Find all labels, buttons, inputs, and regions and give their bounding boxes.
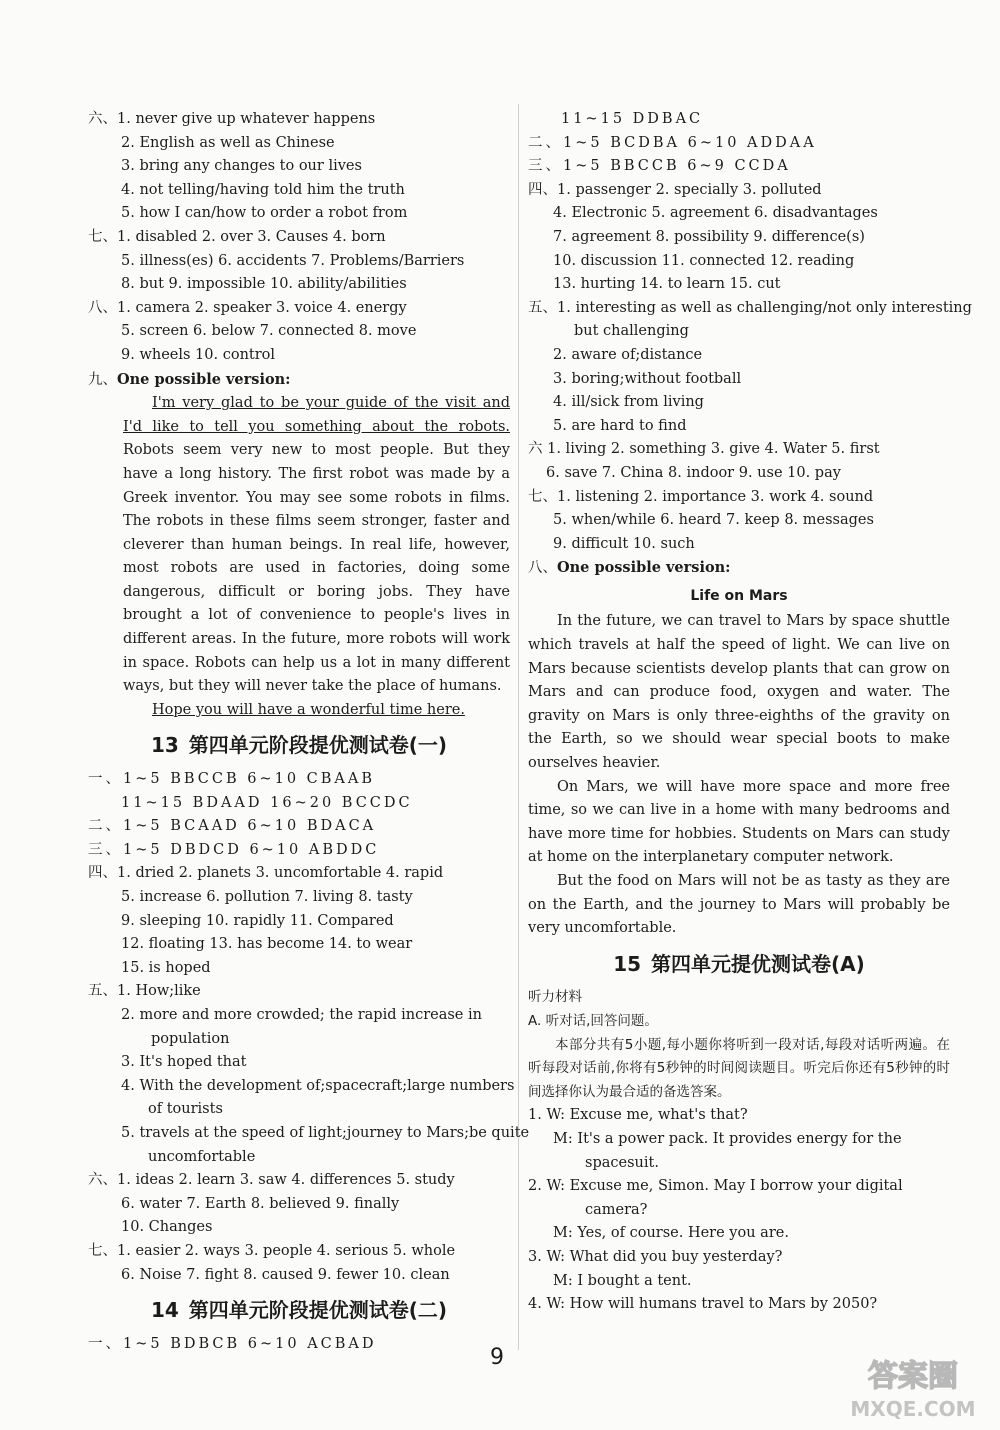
answer-line: 3. boring;without football xyxy=(553,370,742,387)
answer-line: 11~15 BDAAD 16~20 BCCDC xyxy=(121,794,413,811)
dialogue-line: 3. W: What did you buy yesterday? xyxy=(528,1248,783,1265)
answer-line: 七、1. disabled 2. over 3. Causes 4. born xyxy=(88,228,386,245)
answer-line: 一、1~5 BBCCB 6~10 CBAAB xyxy=(88,771,376,788)
essay-robots: I'm very glad to be your guide of the visit and I'd like to tell you something about the robots. Robots seem very new to most people. But they have a long history. The first robot was made by a Greek inventor. You may see some robots in films. The robots in these films seem stronger, faster and cleverer than human beings. In real life, however, most robots are used in factories, doing some dangerous, difficult or boring jobs. They have brought a lot of convenience to people's lives in different areas. In the future, more robots will work in space. Robots can help us a lot in many different ways, but they will never take the place of humans. xyxy=(123,395,510,695)
answer-line: 3. It's hoped that xyxy=(121,1054,247,1071)
essay-closing: Hope you will have a wonderful time here. xyxy=(152,701,465,718)
section-heading: 八、One possible version: xyxy=(528,559,731,577)
answer-line: 四、1. passenger 2. specially 3. polluted xyxy=(528,181,822,198)
answer-line: 6. save 7. China 8. indoor 9. use 10. pay xyxy=(546,464,841,481)
answer-line: 六 1. living 2. something 3. give 4. Water 5. first xyxy=(528,441,880,458)
answer-line: 4. not telling/having told him the truth xyxy=(121,181,405,198)
answer-line: 10. Changes xyxy=(121,1219,213,1236)
answer-line: 七、1. easier 2. ways 3. people 4. serious 5. whole xyxy=(88,1242,456,1259)
answer-line: 5. how I can/how to order a robot from xyxy=(121,205,408,222)
answer-line: 2. more and more crowded; the rapid increase in xyxy=(121,1006,482,1023)
listening-material-label: 听力材料 xyxy=(528,989,582,1006)
essay-paragraph: But the food on Mars will not be as tasty as they are on the Earth, and the journey to Mars will probably be very uncomfortable. xyxy=(528,873,950,937)
answer-line: 三、1~5 BBCCB 6~9 CCDA xyxy=(528,158,791,175)
answer-line: 三、1~5 DBDCD 6~10 ABDDC xyxy=(88,841,380,858)
answer-line: 13. hurting 14. to learn 15. cut xyxy=(553,276,781,293)
dialogue-line: M: I bought a tent. xyxy=(553,1272,692,1289)
answer-line: 5. increase 6. pollution 7. living 8. tasty xyxy=(121,889,413,905)
answer-line: 15. is hoped xyxy=(121,959,211,976)
dialogue-line: M: It's a power pack. It provides energy for the xyxy=(553,1130,902,1147)
answer-line: 9. wheels 10. control xyxy=(121,346,276,363)
answer-line: 八、1. camera 2. speaker 3. voice 4. energy xyxy=(88,299,407,316)
answer-line: 5. travels at the speed of light;journey to Mars;be quite xyxy=(121,1124,530,1141)
essay-paragraph: In the future, we can travel to Mars by space shuttle which travels at half the speed of light. We can live on Mars because scientists develop plants that can grow on Mars and can produce food, oxygen and water. The gravity on Mars is only three-eighths of the gravity on the Earth, so we should wear special boots to make ourselves heavier. xyxy=(528,613,950,772)
answer-line: 二、1~5 BCAAD 6~10 BDACA xyxy=(88,818,377,835)
answer-line: 5. screen 6. below 7. connected 8. move xyxy=(121,323,417,340)
dialogue-line: 1. W: Excuse me, what's that? xyxy=(528,1107,748,1124)
answer-line: 5. when/while 6. heard 7. keep 8. messages xyxy=(553,512,874,529)
answer-line: 11~15 DDBAC xyxy=(561,111,704,127)
dialogue-line: M: Yes, of course. Here you are. xyxy=(553,1225,789,1242)
answer-line: 10. discussion 11. connected 12. reading xyxy=(553,252,855,269)
answer-line: 9. difficult 10. such xyxy=(553,535,695,552)
answer-line: 5. illness(es) 6. accidents 7. Problems/Barriers xyxy=(121,252,465,269)
answer-line: 四、1. dried 2. planets 3. uncomfortable 4. rapid xyxy=(88,865,444,882)
answer-line: 8. but 9. impossible 10. ability/abilities xyxy=(121,276,407,293)
section-title-14: 14 第四单元阶段提优测试卷(二) xyxy=(150,1298,448,1323)
answer-line: 2. aware of;distance xyxy=(553,346,703,363)
part-a-title: A. 听对话,回答问题。 xyxy=(528,1012,658,1029)
answer-line: 五、1. How;like xyxy=(88,983,201,1000)
dialogue-line: 4. W: How will humans travel to Mars by 2050? xyxy=(528,1296,878,1313)
answer-line: 七、1. listening 2. importance 3. work 4. sound xyxy=(528,488,874,505)
answer-line: 6. Noise 7. fight 8. caused 9. fewer 10. clean xyxy=(121,1266,450,1283)
answer-line: 六、1. ideas 2. learn 3. saw 4. differences 5. study xyxy=(88,1172,455,1189)
answer-line: 6. water 7. Earth 8. believed 9. finally xyxy=(121,1195,400,1212)
dialogue-line: camera? xyxy=(585,1201,648,1218)
answer-line: 9. sleeping 10. rapidly 11. Compared xyxy=(121,912,394,929)
section-title-15: 15 第四单元提优测试卷(A) xyxy=(613,951,865,976)
essay-title: Life on Mars xyxy=(690,587,788,604)
answer-line: population xyxy=(151,1030,230,1047)
column-divider xyxy=(518,104,519,1350)
answer-line: uncomfortable xyxy=(148,1148,256,1165)
essay-paragraph: On Mars, we will have more space and more free time, so we can live in a home with many bedrooms and have more time for hobbies. Students on Mars can study at home on the interplanetary computer network. xyxy=(528,778,950,866)
dialogue-line: spacesuit. xyxy=(585,1154,659,1171)
answer-line: but challenging xyxy=(574,323,689,340)
answer-line: 4. Electronic 5. agreement 6. disadvantages xyxy=(553,205,878,222)
watermark-url: MXQE.COM xyxy=(850,1397,976,1421)
answer-line: 五、1. interesting as well as challenging/not only interesting xyxy=(528,299,972,316)
answer-line: 六、1. never give up whatever happens xyxy=(88,111,376,127)
answer-line: 一、1~5 BDBCB 6~10 ACBAD xyxy=(88,1335,377,1352)
section-heading: 九、One possible version: xyxy=(88,370,291,388)
answer-line: 二、1~5 BCDBA 6~10 ADDAA xyxy=(528,134,817,151)
answer-line: 3. bring any changes to our lives xyxy=(121,158,362,175)
answer-line: 5. are hard to find xyxy=(553,417,687,434)
section-title-13: 13 第四单元阶段提优测试卷(一) xyxy=(150,733,448,758)
right-column xyxy=(528,108,972,1317)
answer-line: 4. ill/sick from living xyxy=(553,394,704,411)
watermark-logo xyxy=(838,1348,988,1424)
answer-line: of tourists xyxy=(148,1101,223,1118)
answer-line: 12. floating 13. has become 14. to wear xyxy=(121,936,413,953)
answer-line: 4. With the development of;spacecraft;large numbers xyxy=(121,1077,515,1094)
page-number: 9 xyxy=(490,1345,504,1370)
answer-line: 2. English as well as Chinese xyxy=(121,134,335,151)
left-column xyxy=(88,108,530,1356)
listening-instructions: 本部分共有5小题,每小题你将听到一段对话,每段对话听两遍。在听每段对话前,你将有5秒钟的时间阅读题目。听完后你还有5秒钟的时间选择你认为最合适的备选答案。 xyxy=(528,1036,950,1100)
answer-line: 7. agreement 8. possibility 9. difference(s) xyxy=(553,228,865,245)
dialogue-line: 2. W: Excuse me, Simon. May I borrow your digital xyxy=(528,1178,903,1195)
watermark-text: 答案圈 xyxy=(868,1359,958,1394)
